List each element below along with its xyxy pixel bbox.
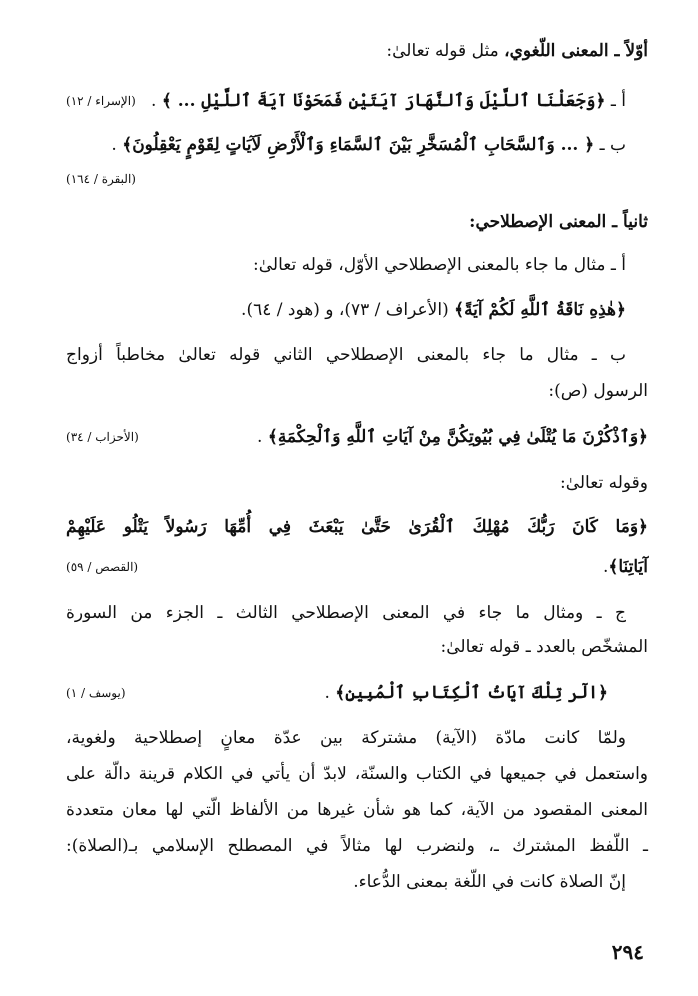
verse-isra: ﴿وَجَعَلْنَا ٱللَّيْلَ وَٱلنَّهَارَ آيَتَيْنِ فَمَحَوْنَا آيَةَ ٱللَّيْلِ ... ﴾ bbox=[161, 91, 606, 111]
technical-example-b-cont: الرسول (ص): bbox=[548, 381, 648, 401]
verse-ahzab-line bbox=[66, 422, 648, 452]
verse-yusuf-line bbox=[66, 678, 648, 708]
verse-ahzab-dot: . bbox=[257, 427, 268, 447]
page-number: ٢٩٤ bbox=[611, 940, 644, 964]
ref-yusuf: (يوسف / ١) bbox=[66, 686, 126, 700]
example-b-prefix: ب ـ bbox=[594, 135, 626, 155]
verse-naqa: ﴿هٰذِهِ نَاقَةُ ٱللَّهِ لَكُمْ آيَةً﴾ bbox=[454, 300, 626, 320]
verse-qasas-dot: . bbox=[602, 557, 609, 577]
verse-baqara: ﴿ ... وَٱلسَّحَابِ ٱلْمُسَخَّرِ بَيْنَ ٱلسَّمَاءِ وَٱلْأَرْضِ لَآيَاتٍ لِقَوْمٍ يَعْقِلُونَ﴾ bbox=[122, 135, 595, 155]
technical-example-a: أ ـ مثال ما جاء بالمعنى الإصطلاحي الأوّل، قوله تعالىٰ: bbox=[253, 255, 626, 275]
heading-linguistic bbox=[66, 36, 648, 66]
page-body bbox=[66, 0, 648, 996]
verse-qasas-cont: آيَاتِنَا﴾ bbox=[608, 557, 648, 577]
example-b-dot: . bbox=[111, 135, 123, 155]
ref-ahzab: (الأحزاب / ٣٤) bbox=[66, 430, 139, 444]
and-his-saying: وقوله تعالىٰ: bbox=[559, 473, 648, 493]
example-a-line bbox=[66, 86, 648, 116]
technical-example-c-cont: المشخّص بالعدد ـ قوله تعالىٰ: bbox=[440, 637, 648, 657]
paragraph-line-1: ولمّا كانت مادّة (الآية) مشتركة بين عدّة معانٍ إصطلاحية ولغوية، bbox=[66, 728, 626, 748]
paragraph-line-3: المعنى المقصود من الآية، كما هو شأن غيرها من الألفاظ الّتي لها معان متعددة bbox=[66, 800, 648, 820]
example-a-dot: . bbox=[151, 91, 162, 111]
technical-example-c: ج ـ ومثال ما جاء في المعنى الإصطلاحي الثالث ـ الجزء من السورة bbox=[66, 603, 626, 623]
technical-example-b: ب ـ مثال ما جاء بالمعنى الإصطلاحي الثاني قوله تعالىٰ مخاطباً أزواج bbox=[66, 345, 626, 365]
paragraph-line-2: واستعمل في جميعها في الكتاب والسنّة، لابدّ أن يأتي في الكلام قرينة دالّة على bbox=[66, 764, 648, 784]
paragraph-line-4: ـ اللّفظ المشترك ـ، ولنضرب لها مثالاً في المصطلح الإسلامي بـ(الصلاة): bbox=[66, 836, 648, 856]
heading-linguistic-rest: مثل قوله تعالىٰ: bbox=[386, 41, 505, 61]
ref-isra: (الإسراء / ١٢) bbox=[66, 94, 136, 108]
verse-naqa-line bbox=[66, 295, 648, 325]
example-a-prefix: أ ـ bbox=[605, 91, 626, 111]
example-b-line bbox=[66, 130, 648, 160]
verse-qasas: ﴿وَمَا كَانَ رَبُّكَ مُهْلِكَ ٱلْقُرَىٰ حَتَّىٰ يَبْعَثَ فِي أُمِّهَا رَسُولاً يَتْلُو عَلَيْهِمْ bbox=[66, 517, 648, 537]
verse-yusuf: ﴿الٓر تِلْكَ آيَاتُ ٱلْكِتَابِ ٱلْمُبِينِ﴾ bbox=[335, 683, 608, 703]
ref-araf-hud: (الأعراف / ٧٣)، و (هود / ٦٤). bbox=[241, 300, 455, 320]
verse-qasas-cont-line bbox=[66, 552, 648, 582]
paragraph-line-5: إنّ الصلاة كانت في اللّغة بمعنى الدُّعاء. bbox=[353, 872, 626, 892]
verse-yusuf-dot: . bbox=[324, 683, 336, 703]
ref-baqara: (البقرة / ١٦٤) bbox=[66, 172, 136, 186]
verse-ahzab: ﴿وَٱذْكُرْنَ مَا يُتْلَىٰ فِي بُيُوتِكُنَّ مِنْ آيَاتِ ٱللَّهِ وَٱلْحِكْمَةِ﴾ bbox=[267, 427, 648, 447]
ref-qasas: (القصص / ٥٩) bbox=[66, 560, 139, 574]
heading-technical: ثانياً ـ المعنى الإصطلاحي: bbox=[469, 212, 648, 232]
heading-linguistic-title: أوّلاً ـ المعنى اللّغوي، bbox=[504, 41, 648, 61]
